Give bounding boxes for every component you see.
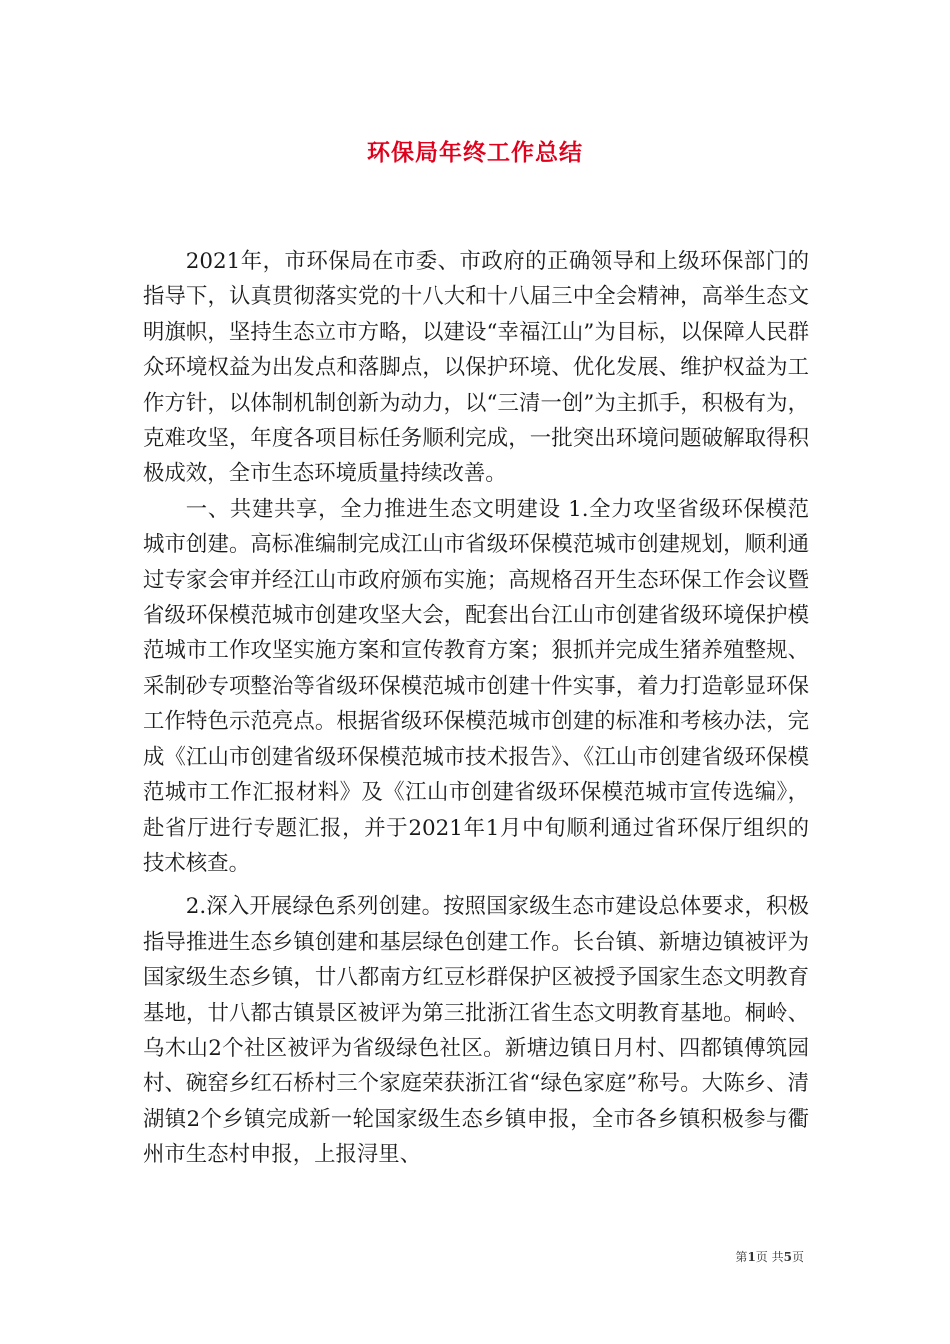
paragraph-green-creation: 2.深入开展绿色系列创建。按照国家级生态市建设总体要求，积极指导推进生态乡镇创建和基层绿色创建工作。长台镇、新塘边镇被评为国家级生态乡镇，廿八都南方红豆杉群保护区被授予国家生态文明教育基地，廿八都古镇景区被评为第三批浙江省生态文明教育基地。桐岭、乌木山2个社区被评为省级绿色社区。新塘边镇日月村、四都镇傅筑园村、碗窑乡红石桥村三个家庭荣获浙江省“绿色家庭”称号。大陈乡、清湖镇2个乡镇完成新一轮国家级生态乡镇申报，全市各乡镇积极参与衢州市生态村申报，上报浔里、 bbox=[143, 894, 809, 1168]
footer-suffix: 页 bbox=[791, 1250, 804, 1264]
paragraph-intro: 2021年，市环保局在市委、市政府的正确领导和上级环保部门的指导下，认真贯彻落实党的十八大和十八届三中全会精神，高举生态文明旗帜，坚持生态立市方略，以建设“幸福江山”为目标，以保障人民群众环境权益为出发点和落脚点，以保护环境、优化发展、维护权益为工作方针，以体制机制创新为动力，以“三清一创”为主抓手，积极有为，克难攻坚，年度各项目标任务顺利完成，一批突出环境问题破解取得积极成效，全市生态环境质量持续改善。 bbox=[143, 249, 809, 487]
page-number-footer bbox=[735, 1248, 804, 1265]
footer-total-pages: 5 bbox=[783, 1250, 792, 1264]
document-body bbox=[143, 244, 809, 1173]
document-title: 环保局年终工作总结 bbox=[367, 139, 583, 166]
paragraph-section-one: 一、共建共享，全力推进生态文明建设 1.全力攻坚省级环保模范城市创建。高标准编制完成江山市省级环保模范城市创建规划，顺利通过专家会审并经江山市政府颁布实施；高规格召开生态环保工作会议暨省级环保模范城市创建攻坚大会，配套出台江山市创建省级环境保护模范城市工作攻坚实施方案和宣传教育方案；狠抓并完成生猪养殖整规、采制砂专项整治等省级环保模范城市创建十件实事，着力打造彰显环保工作特色示范亮点。根据省级环保模范城市创建的标准和考核办法，完成《江山市创建省级环保模范城市技术报告》、《江山市创建省级环保模范城市工作汇报材料》及《江山市创建省级环保模范城市宣传选编》，赴省厅进行专题汇报，并于2021年1月中旬顺利通过省环保厅组织的技术核查。 bbox=[143, 496, 809, 876]
footer-prefix: 第 bbox=[735, 1250, 748, 1264]
footer-middle: 页 共 bbox=[755, 1250, 784, 1264]
footer-current-page: 1 bbox=[747, 1250, 756, 1264]
